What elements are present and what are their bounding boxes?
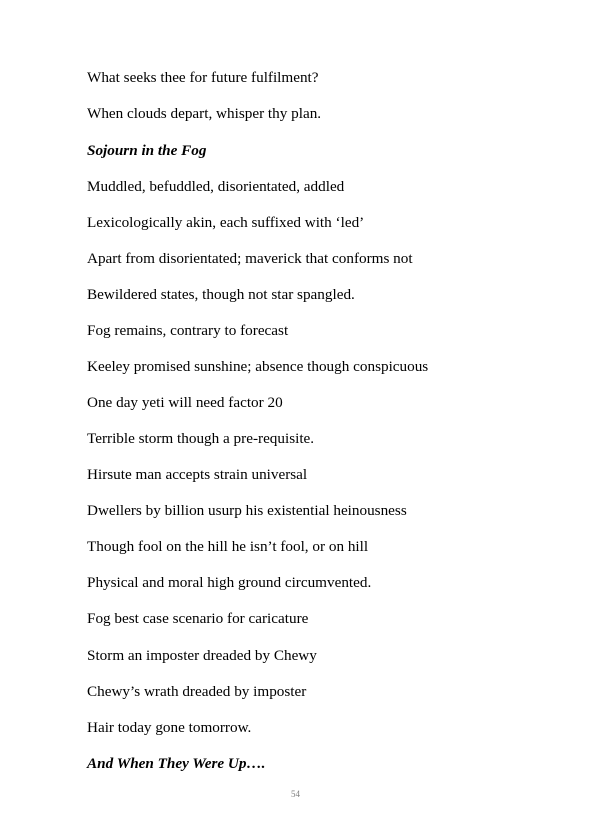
poem-line: One day yeti will need factor 20 (87, 394, 283, 411)
poem-line: Apart from disorientated; maverick that conforms not (87, 250, 413, 267)
poem-line: Fog remains, contrary to forecast (87, 322, 289, 339)
poem-title-sojourn-in-the-fog: Sojourn in the Fog (87, 142, 207, 159)
poem-line: What seeks thee for future fulfilment? (87, 69, 319, 86)
poem-line: Hirsute man accepts strain universal (87, 466, 308, 483)
poem-line: Though fool on the hill he isn’t fool, or on hill (87, 538, 369, 555)
poem-line: Terrible storm though a pre-requisite. (87, 430, 315, 447)
page-number: 54 (291, 789, 300, 799)
poem-line: Muddled, befuddled, disorientated, addled (87, 178, 345, 195)
poem-line: Storm an imposter dreaded by Chewy (87, 647, 317, 664)
poem-line: Chewy’s wrath dreaded by imposter (87, 683, 307, 700)
poem-line: Keeley promised sunshine; absence though conspicuous (87, 358, 429, 375)
poem-line: Dwellers by billion usurp his existential heinousness (87, 502, 407, 519)
poem-title-and-when-they-were-up: And When They Were Up…. (87, 755, 266, 772)
poem-line: Fog best case scenario for caricature (87, 610, 309, 627)
poem-line: Hair today gone tomorrow. (87, 719, 252, 736)
poem-line: Physical and moral high ground circumvented. (87, 574, 372, 591)
poem-line: Bewildered states, though not star spangled. (87, 286, 355, 303)
poem-line: When clouds depart, whisper thy plan. (87, 105, 322, 122)
poem-line: Lexicologically akin, each suffixed with ‘led’ (87, 214, 365, 231)
